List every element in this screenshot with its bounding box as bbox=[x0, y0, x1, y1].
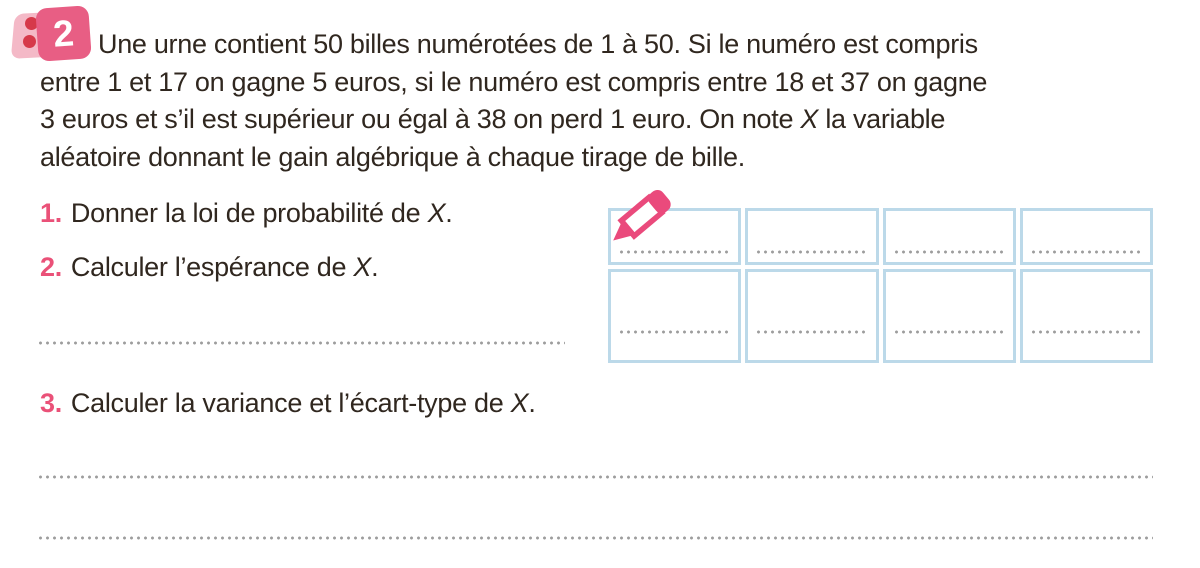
answer-dotted-line bbox=[37, 341, 565, 345]
question-text: Donner la loi de probabilité de bbox=[70, 198, 428, 228]
statement-text: 3 euros et s’il est supérieur ou égal à 38 on perd 1 euro. On note bbox=[40, 104, 801, 134]
table-cell bbox=[883, 269, 1016, 363]
table-cell bbox=[883, 208, 1016, 265]
answer-dotted-line bbox=[893, 330, 1006, 334]
statement-line bbox=[40, 139, 1170, 177]
statement-line bbox=[40, 64, 1170, 102]
question-3 bbox=[40, 385, 536, 423]
table-cell bbox=[745, 208, 878, 265]
answer-dotted-line bbox=[755, 250, 868, 254]
answer-dotted-line bbox=[1030, 250, 1143, 254]
table-cell bbox=[745, 269, 878, 363]
statement-text: aléatoire donnant le gain algébrique à chaque tirage de bille. bbox=[40, 141, 745, 172]
statement-text: entre 1 et 17 on gagne 5 euros, si le numéro est compris entre 18 et 37 on gagne bbox=[40, 66, 988, 97]
random-variable-symbol: X bbox=[800, 104, 819, 134]
question-number: 2. bbox=[40, 252, 62, 282]
question-number: 1. bbox=[40, 198, 62, 228]
answer-dotted-line bbox=[37, 475, 1153, 479]
question-number: 3. bbox=[40, 388, 62, 418]
question-text: Calculer l’espérance de bbox=[70, 252, 354, 282]
statement-line bbox=[40, 101, 1170, 139]
question-text: Calculer la variance et l’écart-type de bbox=[70, 388, 511, 418]
question-text: . bbox=[371, 252, 379, 282]
random-variable-symbol: X bbox=[427, 198, 446, 228]
exercise-statement bbox=[40, 26, 1170, 176]
answer-dotted-line bbox=[755, 330, 868, 334]
statement-text: Une urne contient 50 billes numérotées de 1 à 50. Si le numéro est compris bbox=[98, 29, 978, 59]
question-1 bbox=[40, 195, 452, 233]
answer-dotted-line bbox=[893, 250, 1006, 254]
random-variable-symbol: X bbox=[353, 252, 372, 282]
badge-dot-icon bbox=[23, 35, 36, 48]
statement-text: la variable bbox=[818, 104, 946, 134]
statement-line bbox=[40, 26, 1170, 64]
exercise-number: 2 bbox=[35, 5, 92, 62]
table-cell bbox=[1020, 208, 1153, 265]
table-cell bbox=[608, 269, 741, 363]
answer-dotted-line bbox=[37, 536, 1153, 540]
question-text: . bbox=[528, 388, 536, 418]
pencil-icon bbox=[598, 180, 690, 252]
answer-dotted-line bbox=[1030, 330, 1143, 334]
question-2 bbox=[40, 249, 378, 287]
table-cell bbox=[1020, 269, 1153, 363]
question-text: . bbox=[445, 198, 453, 228]
answer-dotted-line bbox=[618, 330, 731, 334]
random-variable-symbol: X bbox=[510, 388, 529, 418]
